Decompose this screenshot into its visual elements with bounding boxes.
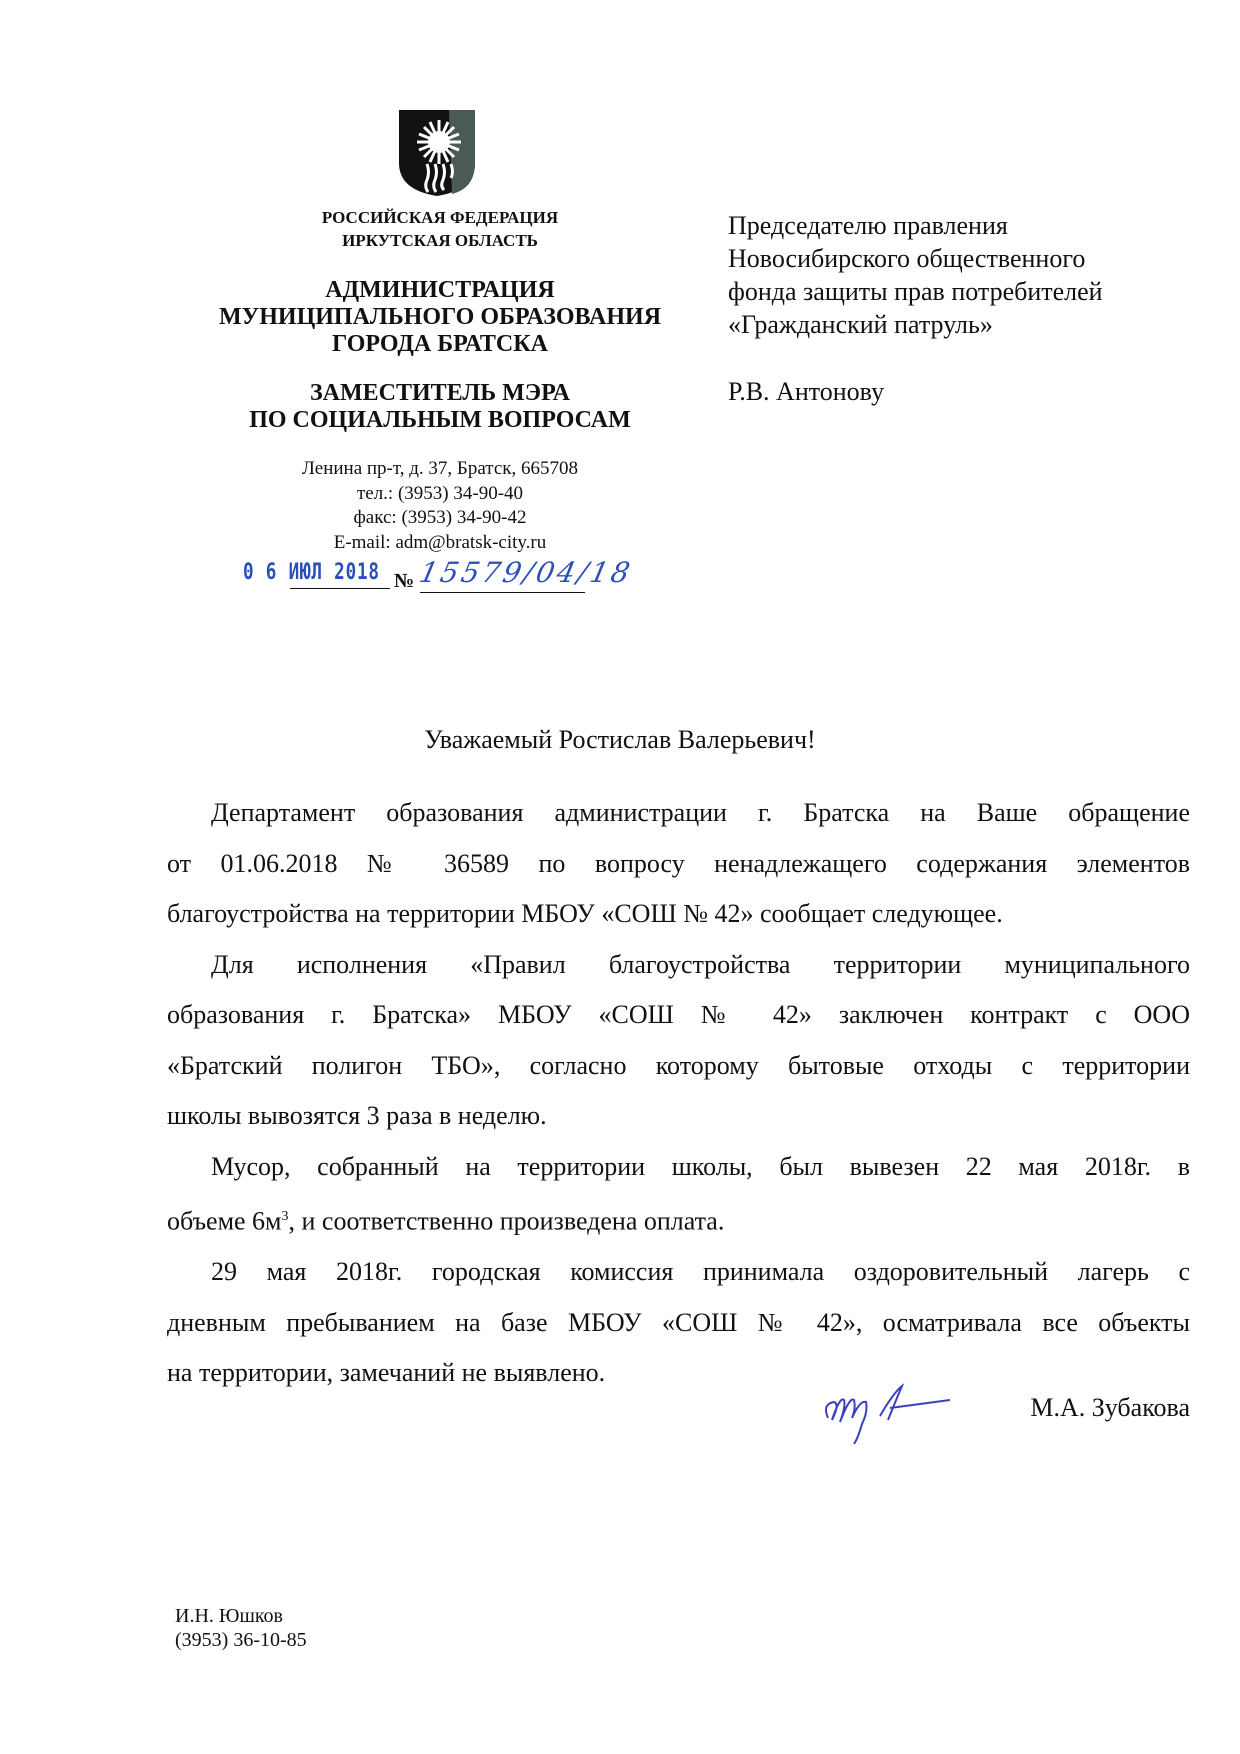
- number-underline: [420, 592, 585, 593]
- executor-info: [175, 1604, 307, 1652]
- org-line: АДМИНИСТРАЦИЯ: [325, 277, 555, 303]
- volume-text: объеме 6м: [167, 1206, 282, 1236]
- paragraph-3: [167, 1142, 1190, 1248]
- handwritten-signature: [820, 1378, 980, 1453]
- salutation: Уважаемый Ростислав Валерьевич!: [424, 725, 816, 754]
- body-line: образования г. Братска» МБОУ «СОШ № 42» заключен контракт с ООО: [167, 1000, 1190, 1029]
- country-name: РОССИЙСКАЯ ФЕДЕРАЦИЯ: [321, 208, 559, 227]
- body-line: Мусор, собранный на территории школы, был вывезен 22 мая 2018г. в: [211, 1151, 1190, 1181]
- signatory-name: М.А. Зубакова: [1030, 1393, 1190, 1422]
- postal-address: Ленина пр-т, д. 37, Братск, 665708: [302, 458, 578, 479]
- body-line: от 01.06.2018 № 36589 по вопросу ненадлежащего содержания элементов: [167, 848, 1190, 878]
- cubic-superscript: 3: [281, 1209, 289, 1224]
- body-line: на территории, замечаний не выявлено.: [167, 1358, 606, 1388]
- addressee-line: Председателю правления: [728, 211, 1008, 240]
- addressee-name: Р.В. Антонову: [728, 377, 885, 406]
- fax-number: факс: (3953) 34-90-42: [353, 507, 527, 528]
- executor-phone: (3953) 36-10-85: [175, 1629, 307, 1651]
- paragraph-1: [167, 788, 1190, 940]
- addressee-line: Новосибирского общественного: [728, 244, 1086, 273]
- org-line: ГОРОДА БРАТСКА: [332, 331, 548, 357]
- number-label: №: [394, 570, 415, 592]
- coat-of-arms-emblem: [397, 108, 477, 198]
- region-name: ИРКУТСКАЯ ОБЛАСТЬ: [342, 231, 538, 250]
- body-line: Для исполнения «Правил благоустройства территории муниципального: [211, 949, 1190, 979]
- date-stamp: 0 6 ИЮЛ 2018: [243, 560, 380, 585]
- body-line: дневным пребыванием на базе МБОУ «СОШ № 42», осматривала все объекты: [167, 1307, 1190, 1337]
- phone-number: тел.: (3953) 34-90-40: [356, 482, 524, 504]
- paragraph-4: [167, 1247, 1190, 1399]
- body-text: , и соответственно произведена оплата.: [288, 1206, 725, 1236]
- letterhead-country-region: [200, 206, 680, 252]
- position-line: ПО СОЦИАЛЬНЫМ ВОПРОСАМ: [249, 407, 631, 433]
- addressee-block: [728, 209, 1103, 408]
- organization-name: [200, 277, 680, 358]
- contact-block: [200, 457, 680, 555]
- body-line: Департамент образования администрации г. Братска на Ваше обращение: [211, 798, 1190, 827]
- date-underline: [290, 588, 390, 589]
- outgoing-number: 15579/04/18: [416, 556, 636, 589]
- body-line: благоустройства на территории МБОУ «СОШ № 42» сообщает следующее.: [167, 899, 1003, 928]
- addressee-line: «Гражданский патруль»: [728, 310, 993, 339]
- body-line: «Братский полигон ТБО», согласно которому бытовые отходы с территории: [167, 1050, 1190, 1080]
- addressee-line: фонда защиты прав потребителей: [728, 277, 1103, 306]
- body-line: [167, 1192, 1190, 1247]
- body-line: школы вывозятся 3 раза в неделю.: [167, 1101, 547, 1130]
- position-line: ЗАМЕСТИТЕЛЬ МЭРА: [310, 380, 570, 406]
- executor-name: И.Н. Юшков: [175, 1605, 283, 1627]
- paragraph-2: [167, 940, 1190, 1142]
- org-line: МУНИЦИПАЛЬНОГО ОБРАЗОВАНИЯ: [218, 304, 662, 330]
- body-line: 29 мая 2018г. городская комиссия принимала оздоровительный лагерь с: [211, 1257, 1190, 1287]
- official-position: [200, 380, 680, 434]
- letter-body: [167, 788, 1190, 1399]
- email-address: E-mail: adm@bratsk-city.ru: [333, 531, 547, 553]
